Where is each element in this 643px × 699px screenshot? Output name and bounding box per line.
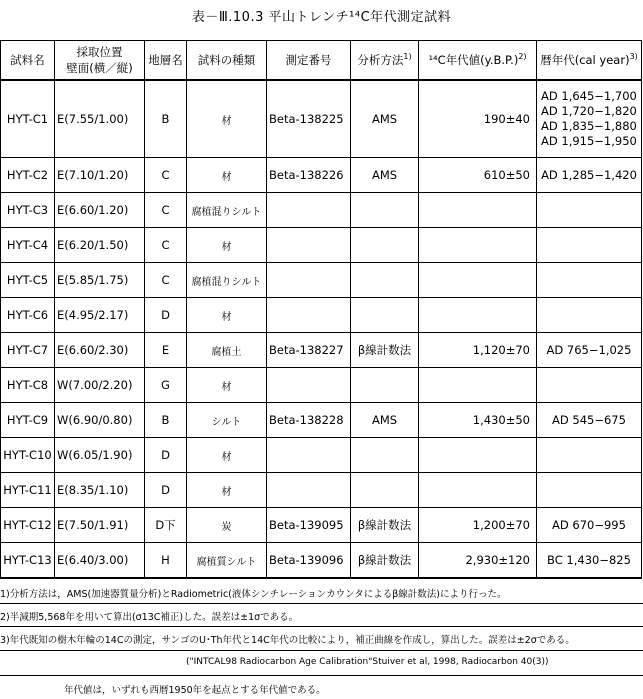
col-cal-age [537, 41, 642, 81]
cell-method [351, 473, 419, 508]
cell-sample-type: シルト [187, 403, 267, 438]
cell-sample-name: HYT-C9 [1, 403, 55, 438]
cell-c14-age [419, 298, 537, 333]
cell-sample-type: 材 [187, 438, 267, 473]
cell-position: E(6.40/3.00) [55, 543, 145, 579]
table-row [1, 263, 642, 298]
table-row [1, 158, 642, 193]
cell-c14-age [419, 263, 537, 298]
cal-age-range: AD 1,285−1,420 [541, 168, 637, 182]
table-body [1, 80, 642, 578]
col-cal-age-sup: 3) [629, 52, 638, 62]
cell-method [351, 228, 419, 263]
table-row [1, 298, 642, 333]
cell-layer: D下 [145, 508, 187, 543]
cell-layer: B [145, 403, 187, 438]
note-5: 年代値は，いずれも西暦1950年を起点とする年代値である。 [64, 685, 326, 696]
cell-method: AMS [351, 158, 419, 193]
note-4: ("INTCAL98 Radiocarbon Age Calibration"Stuiver et al, 1998, Radiocarbon 40(3)) [186, 657, 549, 667]
cell-sample-type: 材 [187, 228, 267, 263]
cell-position: E(8.35/1.10) [55, 473, 145, 508]
cell-position: W(6.90/0.80) [55, 403, 145, 438]
note-divider [0, 603, 643, 604]
col-position-top: 採取位置 [76, 45, 123, 59]
cell-measure-no: Beta-139095 [267, 508, 351, 543]
cell-method [351, 368, 419, 403]
col-position-bottom: 壁面(横／縦) [66, 61, 133, 75]
cell-position: E(5.85/1.75) [55, 263, 145, 298]
cell-cal-age [537, 438, 642, 473]
note-divider [0, 650, 643, 651]
sample-table [0, 40, 642, 579]
cell-sample-type: 腐植土 [187, 333, 267, 368]
cell-measure-no: Beta-138225 [267, 80, 351, 158]
col-position [55, 41, 145, 81]
cell-layer: H [145, 543, 187, 579]
cell-layer: D [145, 473, 187, 508]
cell-measure-no [267, 263, 351, 298]
cell-cal-age [537, 368, 642, 403]
cell-layer: E [145, 333, 187, 368]
cell-method [351, 298, 419, 333]
note-divider [0, 626, 643, 627]
header-row [1, 41, 642, 81]
cell-position: E(6.20/1.50) [55, 228, 145, 263]
table-row [1, 193, 642, 228]
cell-c14-age [419, 473, 537, 508]
cell-cal-age [537, 158, 642, 193]
cell-c14-age: 1,120±70 [419, 333, 537, 368]
cell-layer: C [145, 193, 187, 228]
cell-sample-name: HYT-C13 [1, 543, 55, 579]
cell-sample-type: 材 [187, 473, 267, 508]
cell-cal-age [537, 263, 642, 298]
cell-position: E(7.55/1.00) [55, 80, 145, 158]
cell-position: W(7.00/2.20) [55, 368, 145, 403]
note-2: 2)半減期5,568年を用いて算出(σ13C補正)した。誤差は±1σである。 [0, 612, 299, 623]
cell-cal-age [537, 543, 642, 579]
cell-c14-age [419, 193, 537, 228]
table-row [1, 368, 642, 403]
cell-sample-name: HYT-C7 [1, 333, 55, 368]
col-sample-type: 試料の種類 [187, 41, 267, 81]
cell-sample-type: 材 [187, 298, 267, 333]
col-c14-age [419, 41, 537, 81]
cell-position: E(4.95/2.17) [55, 298, 145, 333]
cell-cal-age [537, 228, 642, 263]
cell-layer: B [145, 80, 187, 158]
col-c14-age-label: ¹⁴C年代値(y.B.P.) [428, 53, 519, 67]
cell-sample-name: HYT-C6 [1, 298, 55, 333]
cell-measure-no: Beta-138228 [267, 403, 351, 438]
table-row [1, 228, 642, 263]
cell-method [351, 263, 419, 298]
cell-c14-age: 190±40 [419, 80, 537, 158]
cell-sample-name: HYT-C1 [1, 80, 55, 158]
cell-sample-name: HYT-C11 [1, 473, 55, 508]
note-1: 1)分析方法は，AMS(加速器質量分析)とRadiometric(液体シンチレーションカウンタによるβ線計数法)により行った。 [0, 589, 507, 600]
cell-position: E(6.60/1.20) [55, 193, 145, 228]
cal-age-range: AD 1,645−1,700 [541, 89, 637, 103]
cell-c14-age [419, 438, 537, 473]
cell-position: E(7.50/1.91) [55, 508, 145, 543]
cell-measure-no [267, 298, 351, 333]
cell-c14-age: 1,430±50 [419, 403, 537, 438]
table-row [1, 438, 642, 473]
cell-measure-no: Beta-138226 [267, 158, 351, 193]
cal-age-range: BC 1,430−825 [547, 553, 631, 567]
note-3: 3)年代既知の樹木年輪の14Cの測定，サンゴのU･Th年代と14C年代の比較により，補正曲線を作成し，算出した。誤差は±2σである。 [0, 635, 575, 646]
cell-sample-type: 炭 [187, 508, 267, 543]
cell-layer: D [145, 438, 187, 473]
col-method-sup: 1) [403, 52, 412, 62]
col-method-label: 分析方法 [357, 53, 404, 67]
cell-layer: C [145, 263, 187, 298]
cell-sample-name: HYT-C2 [1, 158, 55, 193]
cell-sample-type: 材 [187, 368, 267, 403]
col-sample-name: 試料名 [1, 41, 55, 81]
cell-c14-age: 2,930±120 [419, 543, 537, 579]
cal-age-range: AD 545−675 [552, 413, 626, 427]
col-measure-no: 測定番号 [267, 41, 351, 81]
cell-c14-age: 610±50 [419, 158, 537, 193]
cell-measure-no [267, 438, 351, 473]
cell-cal-age [537, 508, 642, 543]
cell-measure-no [267, 228, 351, 263]
cal-age-range: AD 1,720−1,820 [541, 104, 637, 118]
cell-method: AMS [351, 80, 419, 158]
cell-layer: C [145, 158, 187, 193]
cal-age-range: AD 1,915−1,950 [541, 134, 637, 148]
cell-sample-name: HYT-C12 [1, 508, 55, 543]
cal-age-range: AD 1,835−1,880 [541, 119, 637, 133]
cal-age-range: AD 765−1,025 [546, 343, 632, 357]
table-title: 表－Ⅲ.10.3 平山トレンチ¹⁴C年代測定試料 [191, 10, 452, 25]
cell-cal-age [537, 193, 642, 228]
cell-measure-no [267, 368, 351, 403]
cell-position: W(6.05/1.90) [55, 438, 145, 473]
cell-method [351, 193, 419, 228]
cell-method [351, 438, 419, 473]
cell-sample-name: HYT-C8 [1, 368, 55, 403]
cell-c14-age [419, 368, 537, 403]
cell-sample-name: HYT-C4 [1, 228, 55, 263]
cell-sample-type: 腐植混りシルト [187, 193, 267, 228]
cell-sample-type: 腐植混りシルト [187, 263, 267, 298]
cell-cal-age [537, 80, 642, 158]
table-row [1, 403, 642, 438]
note-divider [0, 675, 643, 676]
cell-position: E(7.10/1.20) [55, 158, 145, 193]
cell-method: β線計数法 [351, 543, 419, 579]
cell-method: β線計数法 [351, 508, 419, 543]
cell-measure-no [267, 193, 351, 228]
col-layer: 地層名 [145, 41, 187, 81]
cell-layer: D [145, 298, 187, 333]
cell-sample-name: HYT-C5 [1, 263, 55, 298]
table-row [1, 80, 642, 158]
cell-sample-type: 材 [187, 158, 267, 193]
cell-layer: G [145, 368, 187, 403]
cell-measure-no: Beta-138227 [267, 333, 351, 368]
cell-method: β線計数法 [351, 333, 419, 368]
col-cal-age-label: 暦年代(cal year) [540, 53, 630, 67]
cell-c14-age: 1,200±70 [419, 508, 537, 543]
cell-measure-no [267, 473, 351, 508]
col-method [351, 41, 419, 81]
cal-age-range: AD 670−995 [552, 518, 626, 532]
table-row [1, 543, 642, 579]
cell-position: E(6.60/2.30) [55, 333, 145, 368]
cell-sample-name: HYT-C10 [1, 438, 55, 473]
table-row [1, 333, 642, 368]
col-c14-age-sup: 2) [518, 52, 527, 62]
cell-cal-age [537, 403, 642, 438]
cell-cal-age [537, 298, 642, 333]
cell-cal-age [537, 473, 642, 508]
cell-c14-age [419, 228, 537, 263]
table-row [1, 473, 642, 508]
table-row [1, 508, 642, 543]
cell-sample-type: 腐植質シルト [187, 543, 267, 579]
cell-layer: C [145, 228, 187, 263]
cell-sample-type: 材 [187, 80, 267, 158]
cell-measure-no: Beta-139096 [267, 543, 351, 579]
cell-sample-name: HYT-C3 [1, 193, 55, 228]
cell-method: AMS [351, 403, 419, 438]
cell-cal-age [537, 333, 642, 368]
